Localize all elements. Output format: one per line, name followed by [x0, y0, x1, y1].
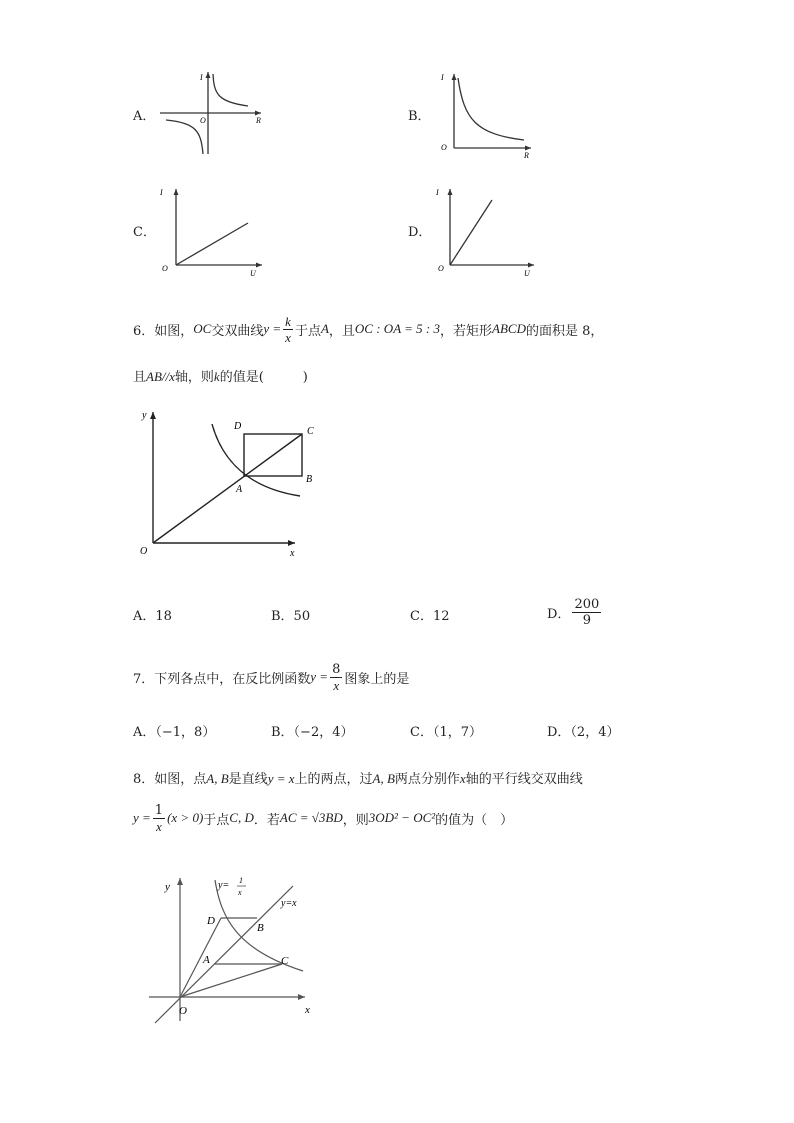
- q6-text-6: 的面积是 8，: [525, 323, 604, 339]
- q5-option-d-label[interactable]: D．: [408, 225, 432, 240]
- q8-text-1: 是直线: [228, 772, 268, 787]
- q6-oc: OC: [193, 321, 212, 336]
- q5-graph-b: [436, 68, 536, 163]
- q8-fraction: [153, 804, 165, 833]
- q6-option-d[interactable]: [547, 594, 603, 630]
- q5-d-axis-i: I: [436, 188, 439, 197]
- q6-rect-name: ABCD: [492, 321, 526, 336]
- q6-stem-line1: [133, 312, 603, 346]
- q8-fig-y: y: [165, 881, 170, 893]
- q8-fig-d: D: [207, 915, 215, 927]
- q5-d-axis-u: U: [524, 269, 530, 278]
- q5-a-axis-i: I: [200, 73, 203, 82]
- q6-fig-c: C: [307, 426, 314, 437]
- q6-fraction-k-over-x: [283, 315, 293, 344]
- q8-fig-b: B: [257, 922, 264, 934]
- q5-b-axis-i: I: [441, 73, 444, 82]
- q7-fraction: [330, 663, 342, 692]
- q7-y-eq: y =: [310, 669, 329, 684]
- q6-option-d-den: 9: [582, 612, 591, 628]
- q8-fig-curve-x: x: [238, 888, 242, 897]
- q8-ab: A, B: [206, 771, 229, 786]
- q6-frac-den: x: [285, 329, 291, 345]
- q5-option-a-label[interactable]: A．: [133, 109, 156, 124]
- q8-ab2: A, B: [372, 771, 395, 786]
- q7-number: 7．下列各点中，在反比例函数: [133, 671, 311, 687]
- q8-text-7: ，则: [342, 812, 369, 828]
- q8-stem-line2: [133, 800, 513, 836]
- q5-b-origin: O: [441, 143, 447, 152]
- q5-d-origin: O: [438, 264, 444, 273]
- q6-frac-num: k: [285, 313, 291, 329]
- q6-option-b[interactable]: B．50: [271, 609, 311, 624]
- q8-condition: (x > 0): [167, 810, 204, 825]
- q6-fig-d: D: [234, 421, 242, 432]
- q6-text-5: ，若矩形: [440, 323, 493, 339]
- q8-text-3: 两点分别作: [394, 772, 460, 787]
- q7-frac-den: x: [333, 677, 340, 693]
- q8-fig-c: C: [281, 955, 289, 967]
- q5-a-axis-r: R: [256, 116, 261, 125]
- q5-a-origin: O: [200, 116, 206, 125]
- q6-option-d-label: D．: [547, 606, 571, 622]
- q8-stem-line1: [133, 768, 583, 787]
- q6-option-d-num: 200: [574, 596, 600, 612]
- q6-option-c[interactable]: C．12: [410, 609, 450, 624]
- q6-number: 6．如图，: [133, 323, 194, 339]
- q6-text-3: 于点: [294, 323, 321, 339]
- q5-c-axis-i: I: [160, 188, 163, 197]
- q7-option-a[interactable]: A．（−1，8）: [133, 725, 216, 740]
- q8-text-2: 上的两点，过: [294, 772, 373, 787]
- q7-tail: 图象上的是: [344, 671, 410, 687]
- q5-option-b-label[interactable]: B．: [408, 109, 431, 124]
- q6-fig-o: O: [140, 546, 148, 557]
- q6-fig-b: B: [306, 474, 313, 485]
- q6-ratio: OC : OA = 5 : 3: [354, 321, 441, 336]
- q6-option-a[interactable]: A．18: [133, 609, 172, 624]
- q6-text-2: 交双曲线: [211, 323, 264, 339]
- q8-fig-curve-y: y=: [218, 880, 230, 891]
- q6-ab-parallel: AB//x: [146, 369, 175, 384]
- q8-expression: 3OD² − OC²: [368, 810, 436, 825]
- q8-text-8: 的值为（ ）: [435, 812, 514, 828]
- q5-c-axis-u: U: [250, 269, 256, 278]
- q8-text-5: 于点: [203, 812, 230, 828]
- q5-b-axis-r: R: [524, 151, 529, 160]
- q6-point-a: A: [320, 321, 329, 336]
- q6-k: k: [213, 369, 220, 384]
- q6-line2-a: 且: [133, 370, 147, 385]
- q6-line2-b: 轴，则: [174, 370, 214, 385]
- q7-stem: [133, 660, 409, 694]
- q6-stem-line2: [133, 366, 308, 385]
- q6-option-d-fraction: [572, 598, 601, 627]
- q5-graph-d: [432, 183, 542, 278]
- q7-option-d[interactable]: D．（2，4）: [547, 725, 620, 740]
- q8-cd: C, D: [229, 810, 254, 825]
- q8-fig-a: A: [203, 954, 210, 966]
- q8-line-eq: y = x: [267, 771, 295, 786]
- q8-fig-x: x: [305, 1004, 310, 1016]
- q8-number: 8．如图，点: [133, 772, 207, 787]
- q6-fig-a: A: [236, 484, 243, 495]
- q5-option-c-label[interactable]: C．: [133, 225, 156, 240]
- q8-figure: [145, 866, 330, 1026]
- q8-text-4: 轴的平行线交双曲线: [465, 772, 583, 787]
- q6-text-4: ，且: [328, 323, 355, 339]
- q8-fig-o: O: [179, 1005, 187, 1017]
- q8-fig-curve-one: 1: [239, 876, 243, 885]
- q7-frac-num: 8: [332, 661, 341, 677]
- q8-frac-num: 1: [154, 802, 164, 818]
- q6-y-eq: y =: [263, 321, 282, 336]
- q5-graph-c: [158, 183, 268, 278]
- q8-text-6: ．若: [253, 812, 280, 828]
- q8-y-eq: y =: [133, 810, 151, 825]
- q5-graph-a: [158, 66, 268, 161]
- q6-fig-x: x: [290, 548, 295, 559]
- q8-x-var: x: [459, 771, 466, 786]
- q6-figure: [130, 402, 315, 562]
- q5-c-origin: O: [162, 264, 168, 273]
- q7-option-b[interactable]: B．（−2，4）: [271, 725, 354, 740]
- q8-frac-den: x: [156, 818, 162, 834]
- q7-option-c[interactable]: C．（1，7）: [410, 725, 482, 740]
- q6-fig-y: y: [142, 410, 147, 421]
- q8-ac-eq: AC = √3BD: [279, 810, 343, 825]
- q8-fig-line-label: y=x: [281, 898, 297, 909]
- q6-line2-c: 的值是( ): [219, 370, 308, 385]
